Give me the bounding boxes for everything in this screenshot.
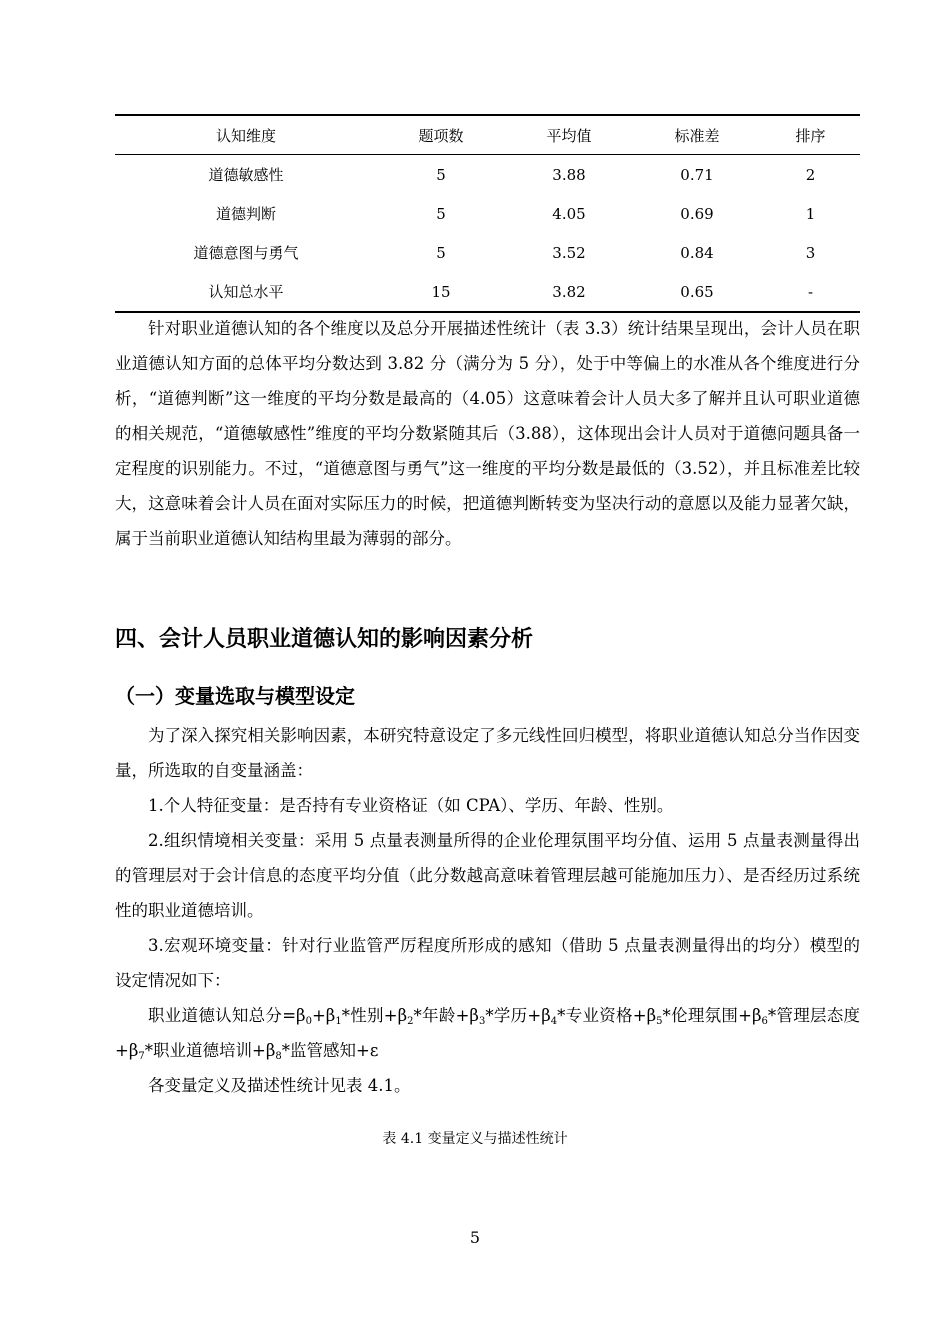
table-cell: 0.84 (680, 243, 714, 262)
variable-item-2: 2.组织情境相关变量：采用 5 点量表测量所得的企业伦理氛围平均分值、运用 5 点量表测量得出的管理层对于会计信息的态度平均分值（此分数越高意味着管理层越可能施加压力）、是否经历过系统性的职业道德培训。 (115, 831, 860, 920)
analysis-paragraph: 针对职业道德认知的各个维度以及总分开展描述性统计（表 3.3）统计结果呈现出，会计人员在职业道德认知方面的总体平均分数达到 3.82 分（满分为 5 分），处于中等偏上的水准从各个维度进行分析，“道德判断”这一维度的平均分数是最高的（4.05）这意味着会计人员大多了解并且认可职业道德的相关规范，“道德敏感性”维度的平均分数紧随其后（3.88），这体现出会计人员对于道德问题具备一定程度的识别能力。不过，“道德意图与勇气”这一维度的平均分数是最低的（3.52），并且标准差比较大，这意味着会计人员在面对实际压力的时候，把道德判断转变为坚决行动的意愿以及能力显著欠缺，属于当前职业道德认知结构里最为薄弱的部分。 (115, 319, 860, 548)
formula-variable: *职业道德培训 (144, 1041, 252, 1060)
table-cell: 15 (431, 282, 451, 301)
formula-coefficient: $\beta_3$ (469, 1006, 486, 1027)
table-cell: 道德意图与勇气 (193, 244, 299, 262)
cognition-statistics-table (115, 114, 860, 313)
formula-variable: *年龄 (413, 1006, 456, 1025)
table-header-row (115, 115, 860, 155)
formula-coefficient: $\beta_0$ (296, 1006, 312, 1027)
formula-coefficient: $\beta_5$ (646, 1006, 663, 1027)
formula-variable: *管理层态度 (767, 1006, 861, 1025)
formula-error-term: +ε (356, 1041, 379, 1060)
formula-coefficient: $\beta_7$ (128, 1041, 145, 1062)
formula-plus: + (115, 1041, 129, 1060)
table-cell: 道德敏感性 (208, 166, 284, 184)
table-reference-paragraph: 各变量定义及描述性统计见表 4.1。 (148, 1076, 411, 1095)
table-cell: 0.69 (680, 204, 714, 223)
intro-paragraph: 为了深入探究相关影响因素，本研究特意设定了多元线性回归模型，将职业道德认知总分当作因变量，所选取的自变量涵盖： (115, 726, 860, 780)
subsection-heading: （一）变量选取与模型设定 (115, 684, 355, 708)
formula-plus: + (455, 1006, 470, 1025)
formula-plus: + (527, 1006, 542, 1025)
header-rank: 排序 (795, 126, 826, 145)
formula-coefficient: $\beta_4$ (541, 1006, 558, 1027)
table-caption: 表 4.1 变量定义与描述性统计 (382, 1131, 568, 1147)
table-cell: 1 (805, 204, 816, 223)
formula-lhs: 职业道德认知总分= (148, 1006, 297, 1025)
table-cell: 3 (805, 243, 816, 262)
formula-plus: + (632, 1006, 647, 1025)
analysis-paragraph-block (115, 311, 860, 556)
table-cell: 道德判断 (215, 205, 276, 223)
table-row (115, 155, 860, 195)
formula-variable: *学历 (485, 1006, 528, 1025)
table-cell: - (807, 282, 814, 301)
formula-variable: *监管感知 (281, 1041, 356, 1060)
formula-variable: *专业资格 (557, 1006, 633, 1025)
formula-plus: + (252, 1041, 266, 1060)
formula-coefficient: $\beta_1$ (325, 1006, 342, 1027)
header-item-count: 题项数 (418, 126, 464, 145)
formula-plus: + (311, 1006, 326, 1025)
table-row (115, 233, 860, 272)
formula-coefficient: $\beta_6$ (752, 1006, 768, 1027)
header-mean: 平均值 (546, 126, 592, 145)
section-heading: 四、会计人员职业道德认知的影响因素分析 (115, 627, 534, 652)
table-cell: 认知总水平 (208, 283, 284, 301)
formula-coefficient: $\beta_8$ (265, 1041, 282, 1062)
formula-coefficient: $\beta_2$ (397, 1006, 414, 1027)
table-row (115, 272, 860, 312)
table-cell: 5 (436, 204, 446, 223)
table-cell: 5 (436, 165, 446, 184)
regression-formula (115, 998, 860, 1068)
table-cell: 3.52 (552, 243, 586, 262)
variable-item-1: 1.个人特征变量：是否持有专业资格证（如 CPA）、学历、年龄、性别。 (148, 796, 674, 815)
table-cell: 2 (805, 165, 816, 184)
variable-item-3: 3.宏观环境变量：针对行业监管严厉程度所形成的感知（借助 5 点量表测量得出的均分）模型的设定情况如下： (115, 936, 860, 990)
table-cell: 4.05 (552, 204, 586, 223)
formula-plus: + (738, 1006, 752, 1025)
model-text-block (115, 718, 860, 1103)
header-dimension: 认知维度 (215, 126, 276, 145)
table-cell: 0.71 (680, 165, 714, 184)
table-cell: 3.88 (552, 165, 586, 184)
page-number: 5 (469, 1228, 481, 1247)
formula-variable: *性别 (341, 1006, 384, 1025)
table-cell: 0.65 (680, 282, 714, 301)
formula-plus: + (383, 1006, 398, 1025)
table-cell: 3.82 (552, 282, 586, 301)
header-std: 标准差 (674, 126, 720, 145)
formula-variable: *伦理氛围 (662, 1006, 739, 1025)
table-row (115, 194, 860, 233)
table-cell: 5 (436, 243, 446, 262)
